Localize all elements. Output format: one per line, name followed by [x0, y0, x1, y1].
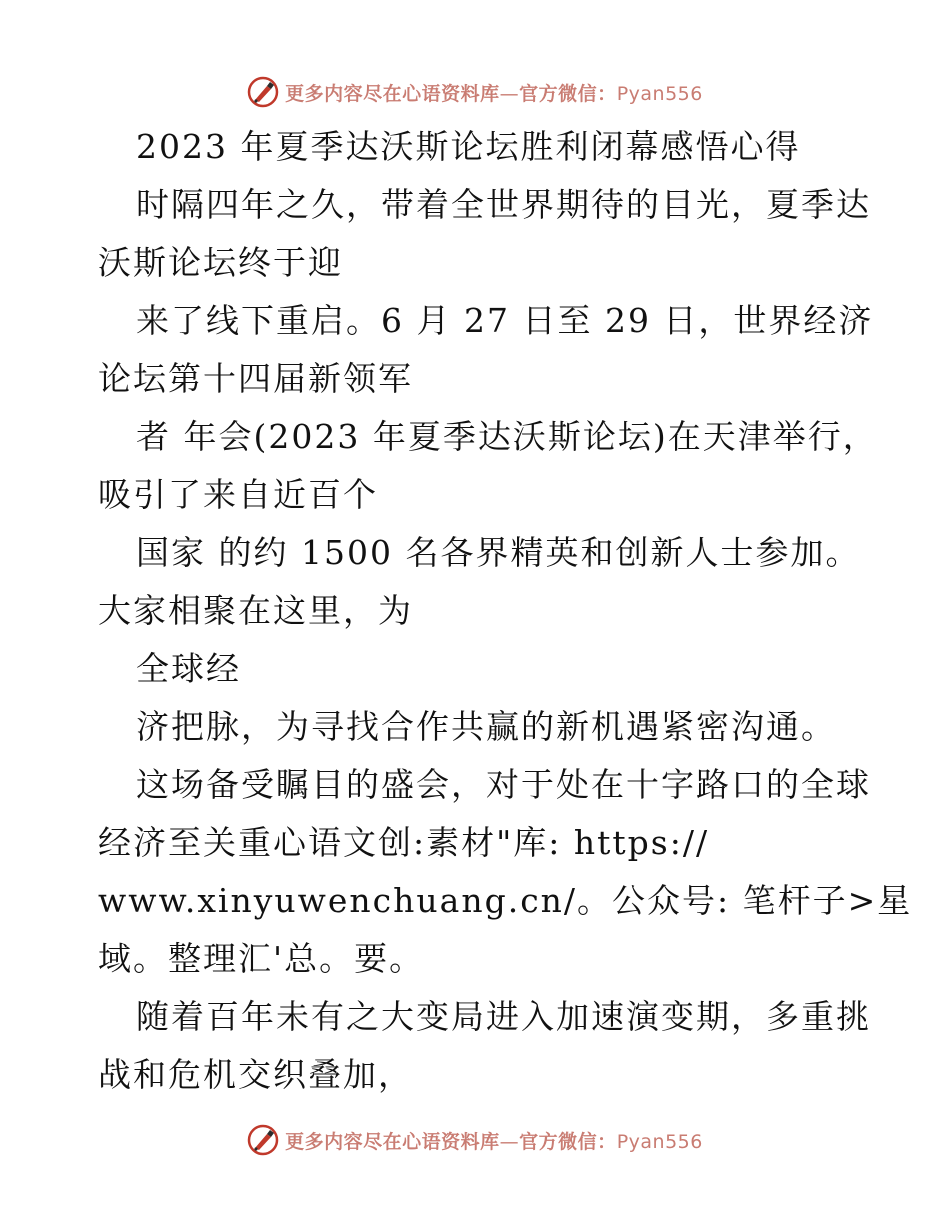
paragraph-line: 域。整理汇'总。要。: [98, 939, 425, 978]
watermark-text: [285, 1127, 703, 1154]
paragraph-line: 者 年会(2023 年夏季达沃斯论坛)在天津举行，: [136, 417, 878, 456]
document-body: [98, 118, 913, 1104]
watermark-separator: —: [499, 1130, 520, 1153]
paragraph-line: 经济至关重心语文创:素材"库: https://: [98, 823, 710, 862]
paragraph-line: 沃斯论坛终于迎: [98, 243, 343, 282]
pen-logo-icon: [247, 76, 279, 108]
watermark-contact-label: 官方微信：: [519, 1130, 617, 1153]
watermark-handle: Pyan556: [616, 82, 703, 105]
watermark-separator: —: [499, 82, 520, 105]
paragraph-line: 吸引了来自近百个: [98, 475, 378, 514]
watermark-main: 更多内容尽在心语资料库: [285, 82, 500, 105]
watermark-contact-label: 官方微信：: [519, 82, 617, 105]
document-title: 2023 年夏季达沃斯论坛胜利闭幕感悟心得: [136, 127, 801, 166]
paragraph-line: 论坛第十四届新领军: [98, 359, 413, 398]
header-watermark-banner: [0, 70, 950, 114]
paragraph-line: 时隔四年之久，带着全世界期待的目光，夏季达: [136, 185, 871, 224]
pen-logo-icon: [247, 1124, 279, 1156]
paragraph-line: 来了线下重启。6 月 27 日至 29 日，世界经济: [136, 301, 874, 340]
footer-watermark-banner: [0, 1118, 950, 1162]
watermark-main: 更多内容尽在心语资料库: [285, 1130, 500, 1153]
paragraph-line: 全球经: [136, 649, 241, 688]
paragraph-line: 国家 的约 1500 名各界精英和创新人士参加。: [136, 533, 861, 572]
paragraph-line: 随着百年未有之大变局进入加速演变期，多重挑: [136, 997, 871, 1036]
paragraph-line: 这场备受瞩目的盛会，对于处在十字路口的全球: [136, 765, 871, 804]
paragraph-line: 战和危机交织叠加，: [98, 1055, 413, 1094]
paragraph-line: 大家相聚在这里，为: [98, 591, 413, 630]
paragraph-line: 济把脉，为寻找合作共赢的新机遇紧密沟通。: [136, 707, 836, 746]
watermark-handle: Pyan556: [616, 1130, 703, 1153]
paragraph-line: www.xinyuwenchuang.cn/。公众号: 笔杆子>星: [98, 881, 913, 920]
watermark-text: [285, 79, 703, 106]
